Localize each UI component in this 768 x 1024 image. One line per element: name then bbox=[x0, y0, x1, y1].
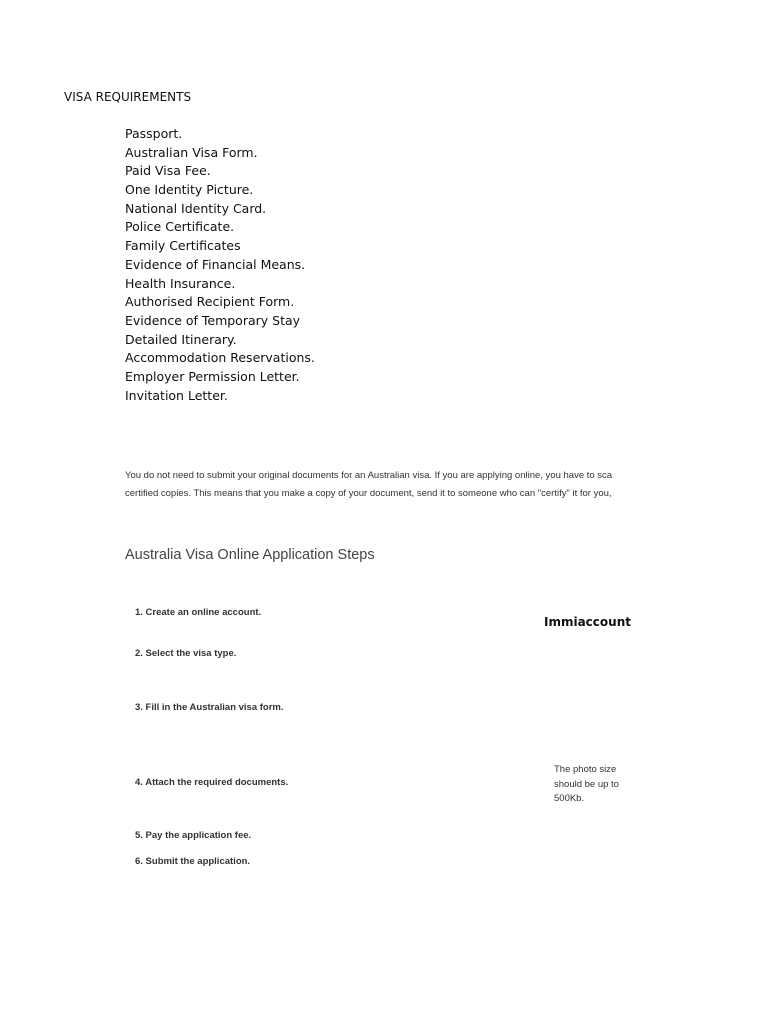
requirement-item: Evidence of Temporary Stay bbox=[125, 312, 301, 328]
requirement-item: Detailed Itinerary. bbox=[125, 331, 237, 347]
requirement-item: Police Certificate. bbox=[125, 219, 235, 235]
requirement-item: Accommodation Reservations. bbox=[125, 350, 315, 366]
requirement-item: Australian Visa Form. bbox=[125, 144, 258, 160]
requirement-item: Authorised Recipient Form. bbox=[125, 294, 295, 310]
immiaccount-label: Immiaccount bbox=[544, 615, 631, 629]
steps-title: Australia Visa Online Application Steps bbox=[125, 547, 375, 563]
intro-line: You do not need to submit your original documents for an Australian visa. If you are applying online, you have to sca bbox=[125, 470, 613, 481]
requirement-item: Employer Permission Letter. bbox=[125, 368, 300, 384]
requirement-item: One Identity Picture. bbox=[125, 182, 254, 198]
step-item: 6. Submit the application. bbox=[135, 856, 251, 867]
step-item: 3. Fill in the Australian visa form. bbox=[135, 702, 284, 713]
step-item: 4. Attach the required documents. bbox=[135, 777, 289, 788]
step-item: 5. Pay the application fee. bbox=[135, 830, 252, 841]
requirement-item: Evidence of Financial Means. bbox=[125, 256, 306, 272]
requirements-list bbox=[125, 125, 315, 405]
page-heading: VISA REQUIREMENTS bbox=[64, 90, 192, 104]
step-item: 1. Create an online account. bbox=[135, 607, 262, 618]
requirement-item: Paid Visa Fee. bbox=[125, 163, 211, 179]
requirement-item: Passport. bbox=[125, 126, 183, 141]
requirement-item: National Identity Card. bbox=[125, 200, 267, 216]
step-item: 2. Select the visa type. bbox=[135, 648, 237, 659]
photo-size-note: The photo size should be up to 500Kb. bbox=[554, 764, 619, 804]
requirement-item: Family Certificates bbox=[125, 238, 241, 254]
intro-paragraph bbox=[125, 467, 638, 503]
requirement-item: Invitation Letter. bbox=[125, 387, 228, 403]
requirement-item: Health Insurance. bbox=[125, 275, 236, 291]
intro-line: certified copies. This means that you make a copy of your document, send it to someone who can "certify" it for you, bbox=[125, 488, 612, 499]
